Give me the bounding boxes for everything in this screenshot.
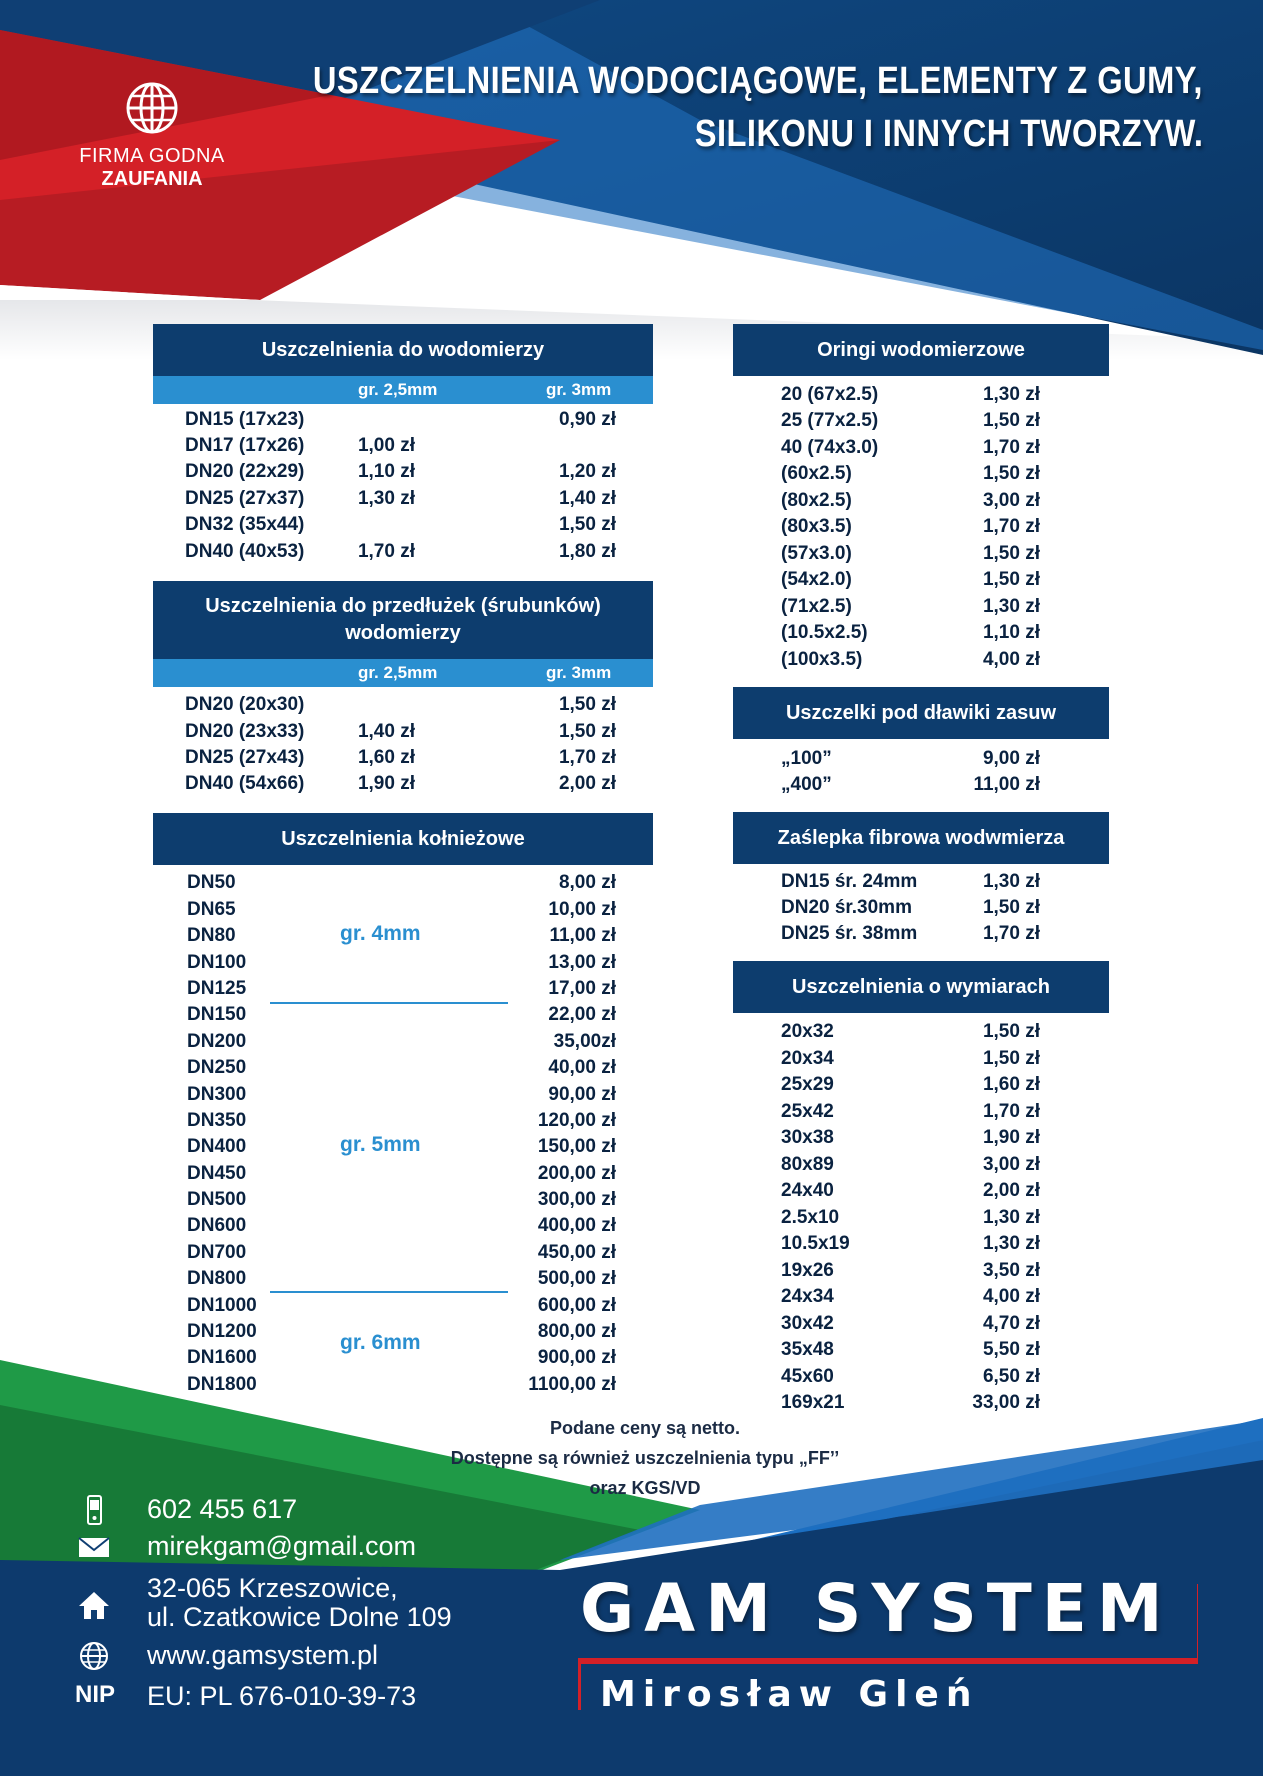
table-row: DN25 śr. 38mm 1,70 zł [781,923,1040,944]
section-title: Uszczelnienia do wodomierzy [261,338,545,361]
table-row: 2.5x10 1,30 zł [781,1207,1040,1228]
table-row: 25 (77x2.5) 1,50 zł [781,410,1040,431]
table-row: DN20 śr.30mm 1,50 zł [781,897,1040,918]
phone-number[interactable]: 602 455 617 [147,1494,298,1524]
table-row: 24x34 4,00 zł [781,1286,1040,1307]
table-row: DN32 (35x44) 1,50 zł [185,514,616,535]
table-row: 20x32 1,50 zł [781,1021,1040,1042]
thickness-label-4mm: gr. 4mm [340,922,421,945]
section-title-line-2: wodomierzy [345,622,461,644]
table-row: (54x2.0) 1,50 zł [781,569,1040,590]
trust-badge-line-2: ZAUFANIA [101,168,203,190]
table-row: DN200 35,00zł [187,1031,616,1052]
address-line-2: ul. Czatkowice Dolne 109 [147,1602,452,1632]
table-row: (60x2.5) 1,50 zł [781,463,1040,484]
section-header-dlawiki [733,687,1109,739]
section-header-zaslepka [733,812,1109,864]
table-row: DN125 17,00 zł [187,978,616,999]
table-row: 30x38 1,90 zł [781,1127,1040,1148]
column-header-row [153,659,653,687]
trust-badge [62,80,242,191]
page-title-line-1: USZCZELNIENIA WODOCIĄGOWE, ELEMENTY Z GUMY, [313,60,1203,102]
nip-label: NIP [75,1681,116,1708]
phone-icon [75,1494,113,1526]
note-line-2: Dostępne są również uszczelnienia typu „FF’’ [450,1448,840,1468]
table-row: 169x21 33,00 zł [781,1392,1040,1413]
table-row: 20 (67x2.5) 1,30 zł [781,384,1040,405]
section-header-kolnierzowe [153,813,653,865]
globe-icon [75,1640,113,1672]
table-row: DN150 22,00 zł [187,1004,616,1025]
company-name: GAM SYSTEM [580,1570,1173,1647]
table-row: DN400 150,00 zł [187,1136,616,1157]
section-header-przedluzki [153,581,653,659]
table-row: DN350 120,00 zł [187,1110,616,1131]
note-line-3: oraz KGS/VD [589,1478,701,1498]
table-row: (71x2.5) 1,30 zł [781,596,1040,617]
table-row: 25x29 1,60 zł [781,1074,1040,1095]
table-row: DN40 (40x53) 1,70 zł 1,80 zł [185,541,616,562]
email-address[interactable]: mirekgam@gmail.com [147,1531,416,1561]
table-row: 40 (74x3.0) 1,70 zł [781,437,1040,458]
section-title: Uszczelnienia o wymiarach [792,975,1050,998]
page-title-line-2: SILIKONU I INNYCH TWORZYW. [694,113,1203,155]
globe-icon [124,80,180,136]
table-row: 20x34 1,50 zł [781,1048,1040,1069]
table-row: „100” 9,00 zł [781,748,1040,769]
section-header-oringi [733,324,1109,376]
table-row: 30x42 4,70 zł [781,1313,1040,1334]
table-row: DN1000 600,00 zł [187,1295,616,1316]
table-row: 45x60 6,50 zł [781,1366,1040,1387]
table-row: (57x3.0) 1,50 zł [781,543,1040,564]
section-header-wodomierze [153,324,653,376]
thickness-label-6mm: gr. 6mm [340,1331,421,1354]
nip-number: EU: PL 676-010-39-73 [147,1681,417,1711]
note-line-1: Podane ceny są netto. [549,1418,741,1438]
table-row: DN100 13,00 zł [187,952,616,973]
table-row: DN1600 900,00 zł [187,1347,616,1368]
table-row: DN80 11,00 zł [187,925,616,946]
column-header-3mm: gr. 3mm [546,663,612,682]
thickness-label-5mm: gr. 5mm [340,1133,421,1156]
table-row: DN20 (22x29) 1,10 zł 1,20 zł [185,461,616,482]
table-row: DN17 (17x26) 1,00 zł [185,435,415,456]
table-row: 19x26 3,50 zł [781,1260,1040,1281]
table-row: (100x3.5) 4,00 zł [781,649,1040,670]
column-header-3mm: gr. 3mm [546,380,612,399]
section-title: Oringi wodomierzowe [817,338,1025,361]
table-row: 25x42 1,70 zł [781,1101,1040,1122]
table-row: DN700 450,00 zł [187,1242,616,1263]
table-row: DN1200 800,00 zł [187,1321,616,1342]
column-header-2-5mm: gr. 2,5mm [358,380,438,399]
table-row: DN1800 1100,00 zł [187,1374,616,1395]
trust-badge-line-1: FIRMA GODNA [79,145,225,167]
table-row: „400” 11,00 zł [781,774,1040,795]
table-row: (80x3.5) 1,70 zł [781,516,1040,537]
table-row: DN65 10,00 zł [187,899,616,920]
column-header-row [153,376,653,404]
column-header-2-5mm: gr. 2,5mm [358,663,438,682]
company-owner: Mirosław Gleń [600,1674,979,1715]
table-row: DN300 90,00 zł [187,1084,616,1105]
table-row: DN20 (23x33) 1,40 zł 1,50 zł [185,721,616,742]
table-row: DN600 400,00 zł [187,1215,616,1236]
table-row: DN40 (54x66) 1,90 zł 2,00 zł [185,773,616,794]
table-row: DN25 (27x43) 1,60 zł 1,70 zł [185,747,616,768]
website-link[interactable]: www.gamsystem.pl [147,1640,379,1670]
table-row: DN15 (17x23) 0,90 zł [185,409,616,430]
mail-icon [75,1531,113,1563]
table-row: DN450 200,00 zł [187,1163,616,1184]
table-row: DN800 500,00 zł [187,1268,616,1289]
section-title: Uszczelki pod dławiki zasuw [785,701,1057,724]
table-row: 24x40 2,00 zł [781,1180,1040,1201]
table-row: DN500 300,00 zł [187,1189,616,1210]
table-row: DN20 (20x30) 1,50 zł [185,694,616,715]
table-row: DN50 8,00 zł [187,872,616,893]
table-row: (10.5x2.5) 1,10 zł [781,622,1040,643]
address-line-1: 32-065 Krzeszowice, [147,1573,398,1603]
table-row: 10.5x19 1,30 zł [781,1233,1040,1254]
section-title-line-1: Uszczelnienia do przedłużek (śrubunków) [205,595,601,617]
table-row: DN250 40,00 zł [187,1057,616,1078]
table-row: DN15 śr. 24mm 1,30 zł [781,871,1040,892]
section-title: Zaślepka fibrowa wodwmierza [777,826,1065,849]
table-row: (80x2.5) 3,00 zł [781,490,1040,511]
section-title: Uszczelnienia kołnieżowe [281,827,525,850]
home-icon [75,1589,113,1621]
table-row: 35x48 5,50 zł [781,1339,1040,1360]
section-header-wymiary [733,961,1109,1013]
price-note [380,1413,910,1503]
table-row: 80x89 3,00 zł [781,1154,1040,1175]
table-row: DN25 (27x37) 1,30 zł 1,40 zł [185,488,616,509]
